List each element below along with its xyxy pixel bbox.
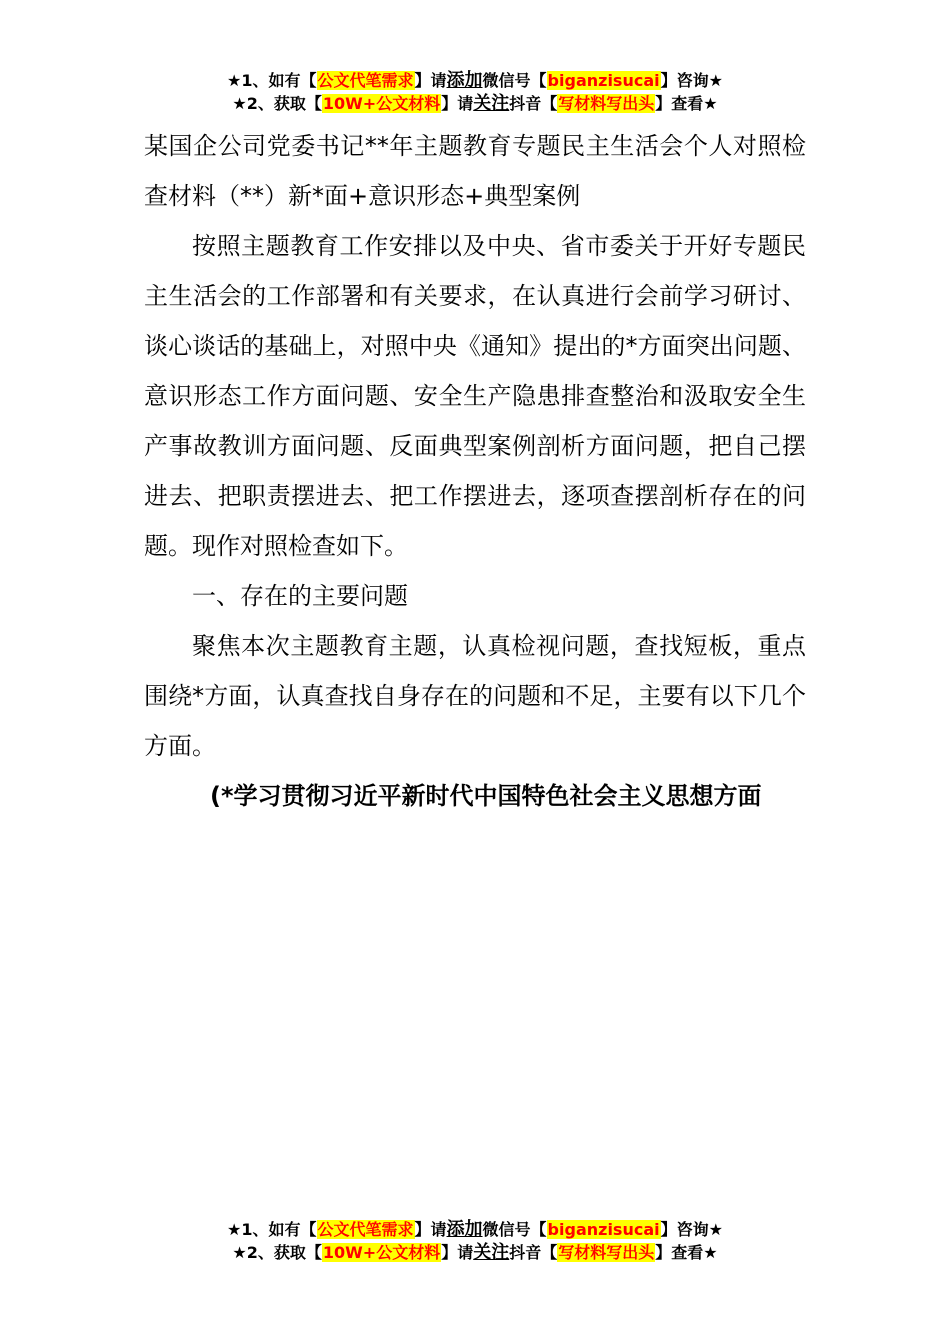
highlight-douyin: 写材料写出头 [558, 94, 655, 113]
highlight-service: 公文代笔需求 [317, 71, 414, 90]
promo-banner-top [0, 69, 950, 115]
subsection-heading-1: (*学习贯彻习近平新时代中国特色社会主义思想方面 [210, 782, 762, 810]
promo-line-1: ★1、如有【公文代笔需求】请添加微信号【biganzisucai】咨询★ [227, 70, 723, 91]
document-title: 某国企公司党委书记**年主题教育专题民主生活会个人对照检查材料（**）新*面+意识形态+典型案例 [144, 132, 806, 210]
highlight-service: 公文代笔需求 [317, 1220, 414, 1239]
section-heading-1: 一、存在的主要问题 [192, 582, 408, 610]
promo-line-2: ★2、获取【10W+公文材料】请关注抖音【写材料写出头】查看★ [232, 1242, 718, 1263]
section-1-paragraph: 聚焦本次主题教育主题，认真检视问题，查找短板，重点围绕*方面，认真查找自身存在的问题和不足，主要有以下几个方面。 [144, 632, 806, 760]
intro-paragraph: 按照主题教育工作安排以及中央、省市委关于开好专题民主生活会的工作部署和有关要求，在认真进行会前学习研讨、谈心谈话的基础上，对照中央《通知》提出的*方面突出问题、意识形态工作方面问题、安全生产隐患排查整治和汲取安全生产事故教训方面问题、反面典型案例剖析方面问题，把自己摆进去、把职责摆进去、把工作摆进去，逐项查摆剖析存在的问题。现作对照检查如下。 [144, 232, 806, 560]
promo-banner-bottom [0, 1218, 950, 1264]
document-body [144, 121, 806, 821]
promo-line-1: ★1、如有【公文代笔需求】请添加微信号【biganzisucai】咨询★ [227, 1219, 723, 1240]
highlight-wechat-id: biganzisucai [547, 71, 660, 90]
highlight-douyin: 写材料写出头 [558, 1243, 655, 1262]
highlight-wechat-id: biganzisucai [547, 1220, 660, 1239]
highlight-materials: 10W+公文材料 [322, 1243, 441, 1262]
highlight-materials: 10W+公文材料 [322, 94, 441, 113]
promo-line-2: ★2、获取【10W+公文材料】请关注抖音【写材料写出头】查看★ [232, 93, 718, 114]
